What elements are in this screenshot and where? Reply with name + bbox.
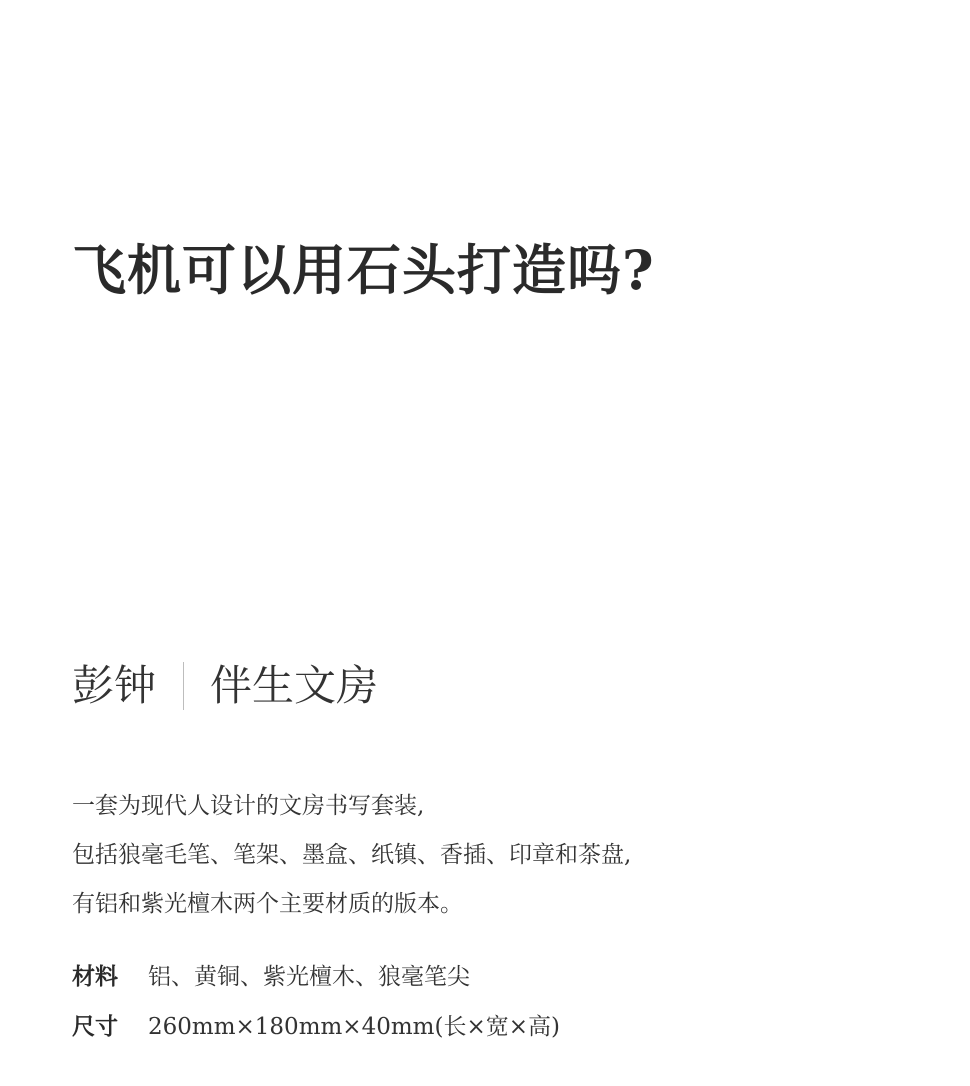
spec-list	[72, 952, 560, 1052]
description-line: 有铝和紫光檀木两个主要材质的版本。	[72, 891, 463, 917]
spec-label: 材料	[72, 963, 118, 990]
spec-value: 铝、黄铜、紫光檀木、狼毫笔尖	[148, 964, 470, 990]
page-headline: 飞机可以用石头打造吗?	[72, 238, 655, 302]
spec-row-material	[72, 952, 560, 1002]
spec-row-size	[72, 1002, 560, 1052]
product-description	[72, 782, 631, 929]
description-line: 包括狼毫毛笔、笔架、墨盒、纸镇、香插、印章和茶盘,	[72, 842, 632, 868]
description-line: 一套为现代人设计的文房书写套装,	[72, 793, 425, 819]
author-product-line	[72, 656, 378, 716]
author-name: 彭钟	[72, 661, 157, 710]
spec-value: 260mm×180mm×40mm(长×宽×高)	[148, 1014, 560, 1040]
product-name: 伴生文房	[210, 661, 379, 710]
spec-label: 尺寸	[72, 1013, 118, 1040]
vertical-divider	[183, 662, 184, 710]
